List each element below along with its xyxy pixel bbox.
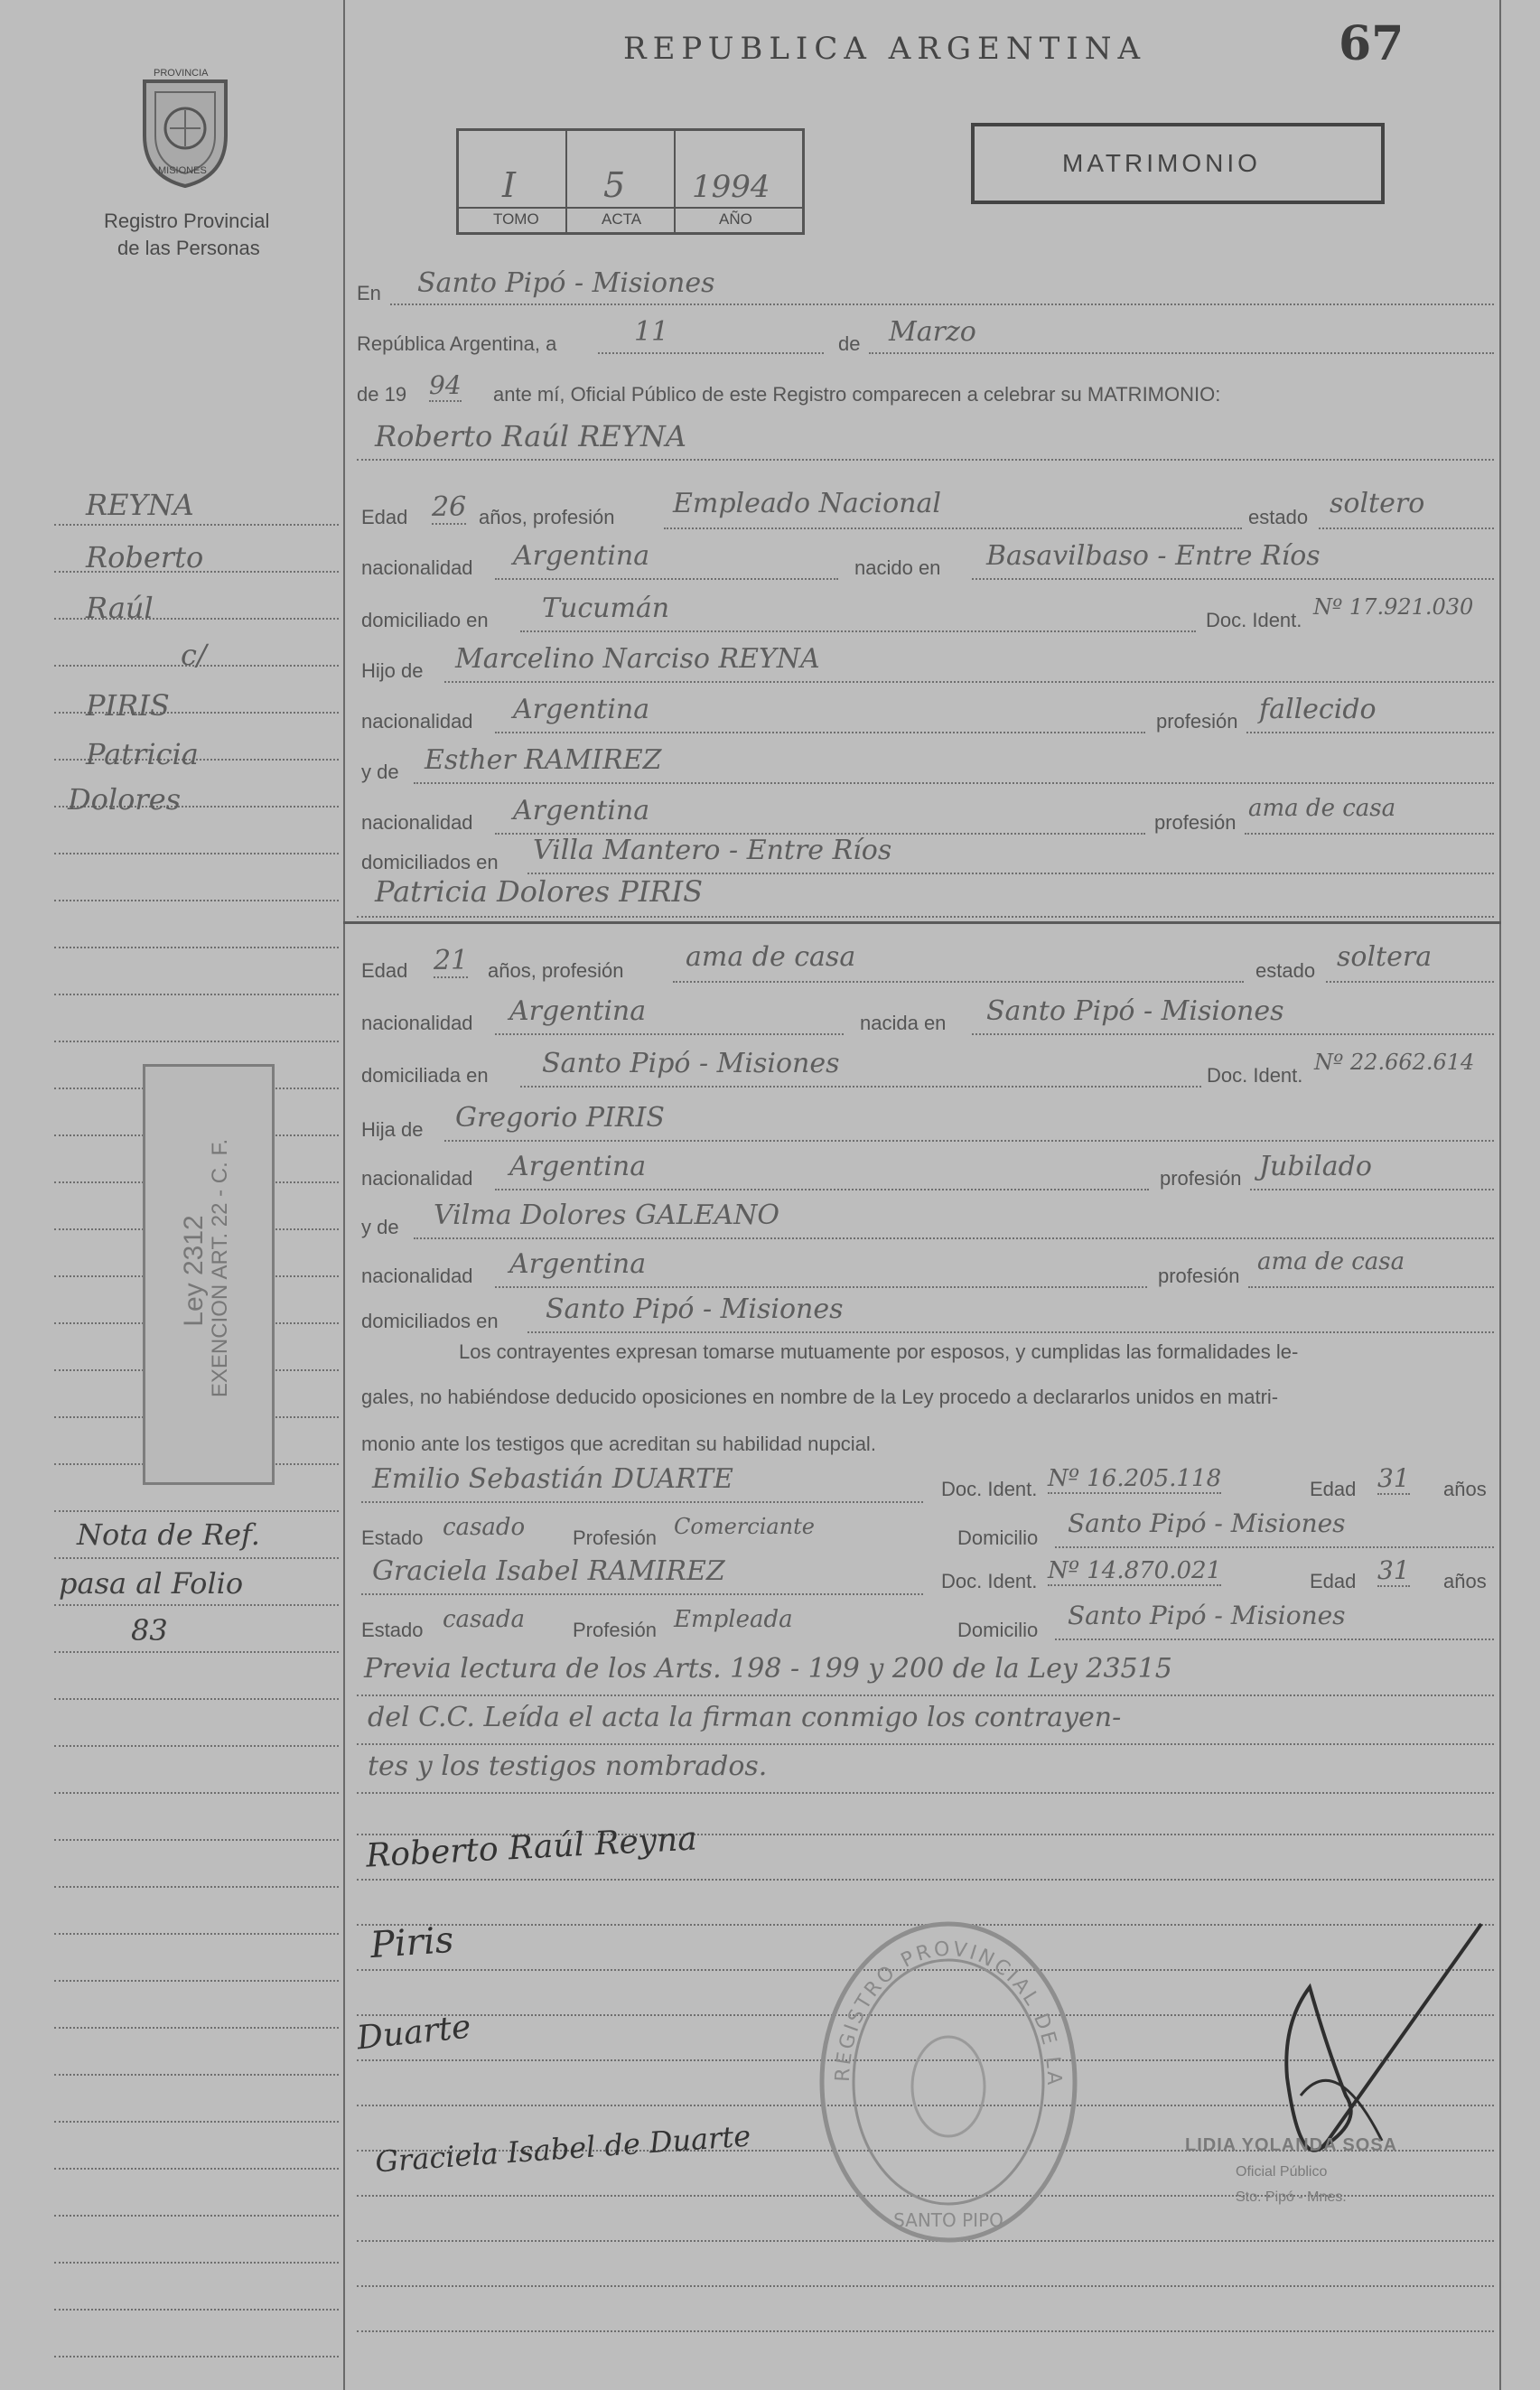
- witness2-domicile-field: [1055, 1601, 1494, 1640]
- bride-mother-nac: Argentina: [509, 1248, 647, 1280]
- margin-name-1: REYNA: [86, 488, 194, 522]
- margin-ruled-line: [54, 947, 339, 948]
- groom-anos-prof-label: años, profesión: [479, 506, 615, 528]
- margin-ruled-line: [54, 2356, 339, 2357]
- bride-domicile-field: [520, 1048, 1201, 1088]
- act-number-box: [456, 128, 805, 235]
- groom-doc-label: Doc. Ident.: [1206, 609, 1302, 631]
- declaration-line-3: monio ante los testigos que acreditan su habilidad nupcial.: [361, 1433, 876, 1455]
- bride-doc: Nº 22.662.614: [1314, 1050, 1475, 1075]
- groom-estado-field: [1319, 488, 1494, 529]
- groom-father-label: Hijo de: [361, 659, 424, 682]
- closing-line-3: tes y los testigos nombrados.: [357, 1750, 1494, 1794]
- page-number: 67: [1339, 16, 1405, 71]
- signature-groom: Roberto Raúl Reyna: [365, 1820, 698, 1875]
- margin-ruled-line: [54, 1698, 339, 1700]
- seal-text-top: PROVINCIA: [154, 68, 209, 79]
- ruled-line: [357, 1879, 1494, 1881]
- margin-ruled-line: [54, 1604, 339, 1606]
- margin-ruled-line: [54, 1980, 339, 1982]
- witness1-name-field: [361, 1463, 923, 1503]
- tomo-label: TOMO: [493, 210, 539, 228]
- witness1-anos: años: [1443, 1478, 1487, 1500]
- witness1-domicile-field: [1055, 1508, 1494, 1548]
- witness1-estado-label: Estado: [361, 1526, 424, 1549]
- republica-label: República Argentina, a: [357, 332, 557, 355]
- groom-father-prof-label: profesión: [1156, 710, 1238, 733]
- bride-anos-prof-label: años, profesión: [488, 959, 624, 982]
- margin-ruled-line: [54, 1041, 339, 1042]
- margin-note-1: Nota de Ref.: [77, 1517, 260, 1552]
- bride-parents-dom-field: [527, 1293, 1494, 1333]
- intro-sentence: ante mí, Oficial Público de este Registro comparecen a celebrar su MATRIMONIO:: [493, 383, 1221, 406]
- witness2-profession: Empleada: [674, 1606, 793, 1633]
- bride-father-field: [444, 1102, 1494, 1142]
- witness2-anos: años: [1443, 1570, 1487, 1592]
- groom-parents-dom-label: domiciliados en: [361, 851, 499, 873]
- margin-ruled-line: [54, 1510, 339, 1512]
- witness2-name: Graciela Isabel RAMIREZ: [372, 1555, 725, 1587]
- bride-mother-field: [414, 1200, 1494, 1239]
- margin-ruled-line: [54, 2074, 339, 2076]
- bride-nacionalidad: Argentina: [509, 995, 647, 1027]
- groom-mother-label: y de: [361, 761, 399, 783]
- groom-name: Roberto Raúl REYNA: [375, 419, 686, 453]
- witness2-name-field: [361, 1555, 923, 1595]
- registry-name-2: de las Personas: [117, 237, 260, 259]
- margin-name-5: PIRIS: [86, 688, 170, 723]
- margin-ruled-line: [54, 2215, 339, 2217]
- witness2-age: 31: [1377, 1555, 1410, 1585]
- official-stamp-text: REGISTRO PROVINCIAL DE LA: [831, 1937, 1066, 2088]
- margin-ruled-line: [54, 900, 339, 901]
- day-field: [598, 316, 824, 354]
- exemption-stamp-law: Ley 2312: [179, 1215, 209, 1327]
- witness1-profession: Comerciante: [674, 1514, 815, 1539]
- acta-value: 5: [603, 165, 626, 205]
- margin-ruled-line: [54, 1839, 339, 1841]
- seal-text-bottom: MISIONES: [158, 165, 207, 176]
- signature-bride: Piris: [369, 1919, 455, 1967]
- bride-profession: ama de casa: [686, 941, 856, 973]
- bride-mother-nac-field: [495, 1248, 1147, 1288]
- bride-doc-label: Doc. Ident.: [1207, 1064, 1303, 1087]
- groom-mother-field: [414, 744, 1494, 784]
- groom-dom-label: domiciliado en: [361, 609, 489, 631]
- groom-name-field: [357, 419, 1494, 461]
- margin-note-3: 83: [131, 1613, 168, 1648]
- month-value: Marzo: [889, 316, 976, 348]
- country-title: REPUBLICA ARGENTINA: [623, 31, 1147, 67]
- official-name: LIDIA YOLANDA SOSA: [1185, 2135, 1398, 2155]
- bride-estado: soltera: [1337, 941, 1433, 973]
- year-value: 94: [429, 370, 462, 400]
- groom-mother-nac: Argentina: [513, 795, 650, 826]
- act-type: MATRIMONIO: [1062, 149, 1261, 177]
- margin-ruled-line: [54, 2027, 339, 2029]
- groom-doc: Nº 17.921.030: [1313, 594, 1474, 620]
- witness1-prof-label: Profesión: [573, 1526, 657, 1549]
- de-label: de: [838, 332, 861, 355]
- bride-nac-field: [495, 995, 844, 1035]
- right-margin-rule: [1499, 0, 1501, 2390]
- signature-witness2: Graciela Isabel de Duarte: [374, 2118, 752, 2180]
- margin-name-2: Roberto: [86, 540, 204, 574]
- groom-domicile-field: [520, 593, 1196, 632]
- witness1-estado: casado: [443, 1514, 526, 1541]
- groom-father-prof: fallecido: [1259, 694, 1377, 725]
- groom-mother-prof-label: profesión: [1154, 811, 1237, 834]
- groom-mother-nac-label: nacionalidad: [361, 811, 473, 834]
- registry-name-1: Registro Provincial: [104, 210, 270, 232]
- witness2-prof-label: Profesión: [573, 1619, 657, 1641]
- margin-ruled-line: [54, 1557, 339, 1559]
- left-margin-rule: [343, 0, 345, 2390]
- witness2-estado: casada: [443, 1606, 526, 1633]
- witness2-dom-label: Domicilio: [957, 1619, 1039, 1641]
- witness1-age: 31: [1377, 1463, 1410, 1493]
- en-field: [390, 267, 1494, 305]
- bride-domicile: Santo Pipó - Misiones: [542, 1048, 840, 1079]
- bride-estado-field: [1326, 941, 1494, 983]
- official-stamp-place: SANTO PIPO: [893, 2209, 1003, 2231]
- bride-mother-label: y de: [361, 1216, 399, 1238]
- bride-estado-label: estado: [1255, 959, 1316, 982]
- witness1-dom-label: Domicilio: [957, 1526, 1039, 1549]
- bride-mother-prof-label: profesión: [1158, 1265, 1240, 1287]
- margin-ruled-line: [54, 1933, 339, 1935]
- declaration-line-2: gales, no habiéndose deducido oposiciones en nombre de la Ley procedo a declararlos unidos en matri-: [361, 1386, 1279, 1408]
- groom-mother: Esther RAMIREZ: [425, 744, 662, 776]
- margin-note-2: pasa al Folio: [59, 1566, 244, 1601]
- bride-nac-label: nacionalidad: [361, 1012, 473, 1034]
- margin-name-4: c/: [181, 638, 207, 672]
- groom-nac-label: nacionalidad: [361, 556, 473, 579]
- bride-mother-prof-field: [1248, 1248, 1494, 1288]
- svg-text:REGISTRO PROVINCIAL DE LAS PER: [813, 1915, 1065, 2087]
- center-divider: [343, 921, 1501, 924]
- groom-mother-prof-field: [1245, 795, 1494, 835]
- day-value: 11: [634, 316, 669, 348]
- signature-witness1: Duarte: [355, 2008, 473, 2058]
- groom-nac-field: [495, 540, 838, 580]
- witness2-doc: Nº 14.870.021: [1048, 1557, 1222, 1584]
- witness2-estado-label: Estado: [361, 1619, 424, 1641]
- groom-birthplace-field: [972, 540, 1494, 580]
- bride-mother: Vilma Dolores GALEANO: [434, 1200, 779, 1231]
- groom-estado-label: estado: [1248, 506, 1309, 528]
- bride-dom-label: domiciliada en: [361, 1064, 489, 1087]
- official-place: Sto. Pipó - Mnes.: [1236, 2189, 1347, 2205]
- groom-profession: Empleado Nacional: [673, 488, 941, 519]
- bride-age: 21: [434, 945, 469, 976]
- ruled-line: [357, 2330, 1494, 2332]
- bride-birthplace: Santo Pipó - Misiones: [986, 995, 1284, 1027]
- bride-mother-nac-label: nacionalidad: [361, 1265, 473, 1287]
- witness2-edad-label: Edad: [1310, 1570, 1357, 1592]
- bride-father-prof-label: profesión: [1160, 1167, 1242, 1190]
- bride-parents-dom-label: domiciliados en: [361, 1310, 499, 1332]
- bride-father-nac-field: [495, 1151, 1149, 1190]
- witness2-domicile: Santo Pipó - Misiones: [1068, 1601, 1346, 1630]
- declaration-line-1: Los contrayentes expresan tomarse mutuamente por esposos, y cumplidas las formalidades le-: [459, 1340, 1299, 1363]
- margin-ruled-line: [54, 2121, 339, 2123]
- groom-estado: soltero: [1330, 488, 1425, 519]
- en-value: Santo Pipó - Misiones: [417, 267, 715, 299]
- de19-label: de 19: [357, 383, 407, 406]
- margin-ruled-line: [54, 2309, 339, 2311]
- groom-father-nac-field: [495, 694, 1145, 733]
- groom-mother-prof: ama de casa: [1248, 795, 1396, 822]
- ruled-line: [357, 2285, 1494, 2287]
- en-label: En: [357, 282, 381, 304]
- margin-ruled-line: [54, 524, 339, 526]
- bride-father: Gregorio PIRIS: [455, 1102, 665, 1134]
- bride-nacida-label: nacida en: [860, 1012, 947, 1034]
- official-signature-mark: [1246, 1915, 1499, 2168]
- groom-father-nac: Argentina: [513, 694, 650, 725]
- bride-father-label: Hija de: [361, 1118, 424, 1141]
- margin-name-7: Dolores: [68, 782, 182, 817]
- margin-ruled-line: [54, 1886, 339, 1888]
- bride-mother-prof: ama de casa: [1257, 1248, 1405, 1275]
- anio-label: AÑO: [719, 210, 752, 228]
- witness1-edad-label: Edad: [1310, 1478, 1357, 1500]
- groom-parents-dom-field: [527, 835, 1494, 874]
- groom-father-nac-label: nacionalidad: [361, 710, 473, 733]
- bride-father-prof-field: [1250, 1151, 1494, 1190]
- tomo-value: I: [502, 165, 517, 205]
- bride-father-prof: Jubilado: [1259, 1151, 1372, 1182]
- margin-ruled-line: [54, 1651, 339, 1653]
- margin-ruled-line: [54, 1745, 339, 1747]
- exemption-stamp-text: EXENCION ART. 22 - C. F.: [208, 1138, 232, 1398]
- groom-edad-label: Edad: [361, 506, 408, 528]
- margin-name-3: Raúl: [86, 591, 154, 625]
- groom-father: Marcelino Narciso REYNA: [455, 643, 820, 675]
- groom-nacido-label: nacido en: [854, 556, 941, 579]
- groom-parents-dom: Villa Mantero - Entre Ríos: [533, 835, 892, 866]
- groom-profession-field: [664, 488, 1242, 529]
- official-round-stamp: [813, 1915, 1084, 2249]
- margin-ruled-line: [54, 994, 339, 995]
- bride-name-field: [357, 874, 1494, 918]
- margin-ruled-line: [54, 1792, 339, 1794]
- bride-profession-field: [673, 941, 1244, 983]
- witness1-doc: Nº 16.205.118: [1048, 1465, 1222, 1492]
- bride-name: Patricia Dolores PIRIS: [375, 874, 704, 909]
- groom-domicile: Tucumán: [542, 593, 670, 624]
- groom-nacionalidad: Argentina: [513, 540, 650, 572]
- bride-father-nac: Argentina: [509, 1151, 647, 1182]
- bride-edad-label: Edad: [361, 959, 408, 982]
- month-field: [869, 316, 1494, 354]
- groom-mother-nac-field: [495, 795, 1145, 835]
- margin-name-6: Patricia: [86, 737, 199, 771]
- groom-father-prof-field: [1246, 694, 1494, 733]
- margin-ruled-line: [54, 2262, 339, 2264]
- acta-label: ACTA: [602, 210, 642, 228]
- bride-parents-dom: Santo Pipó - Misiones: [546, 1293, 844, 1325]
- official-title: Oficial Público: [1236, 2164, 1328, 2180]
- closing-line-1: Previa lectura de los Arts. 198 - 199 y 200 de la Ley 23515: [357, 1653, 1494, 1696]
- witness2-doc-label: Doc. Ident.: [941, 1570, 1038, 1592]
- witness1-domicile: Santo Pipó - Misiones: [1068, 1508, 1346, 1538]
- bride-father-nac-label: nacionalidad: [361, 1167, 473, 1190]
- witness1-doc-label: Doc. Ident.: [941, 1478, 1038, 1500]
- groom-age: 26: [432, 491, 467, 523]
- closing-line-2: del C.C. Leída el acta la firman conmigo los contrayen-: [357, 1702, 1494, 1745]
- bride-birthplace-field: [972, 995, 1494, 1035]
- groom-father-field: [444, 643, 1494, 683]
- anio-value: 1994: [692, 169, 770, 205]
- margin-ruled-line: [54, 2168, 339, 2170]
- margin-ruled-line: [54, 853, 339, 854]
- witness1-name: Emilio Sebastián DUARTE: [372, 1463, 733, 1495]
- groom-birthplace: Basavilbaso - Entre Ríos: [986, 540, 1321, 572]
